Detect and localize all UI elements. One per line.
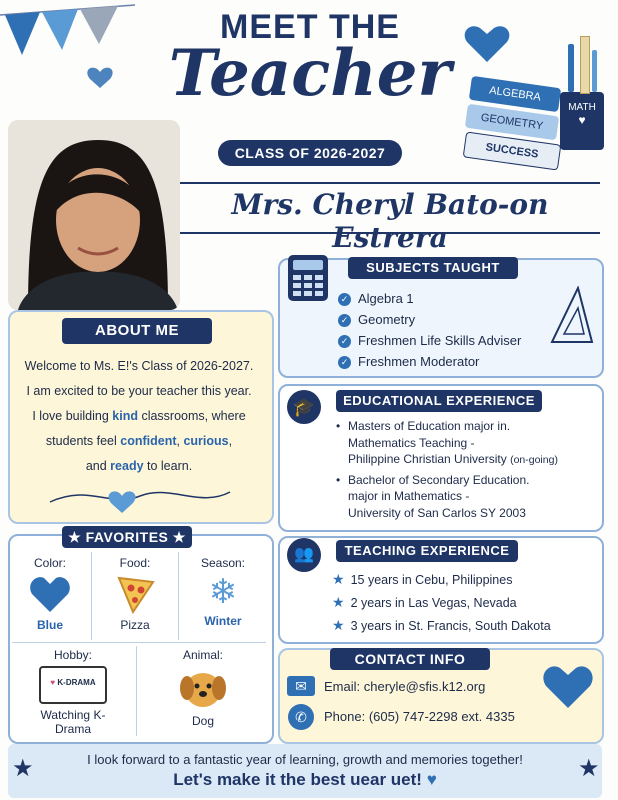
teaching-text: 15 years in Cebu, Philippines <box>350 573 513 587</box>
favorites-title: ★ FAVORITES ★ <box>62 526 192 548</box>
list-item <box>336 472 598 522</box>
divider <box>91 552 92 640</box>
teaching-title: TEACHING EXPERIENCE <box>336 540 518 562</box>
divider <box>178 552 179 640</box>
about-line-5-end: to learn. <box>143 459 193 473</box>
favorites-title-text: FAVORITES <box>85 529 169 545</box>
favorite-value: Pizza <box>120 618 150 632</box>
subject-text: Geometry <box>358 312 416 327</box>
heart-icon: ♥ <box>426 770 437 789</box>
favorite-food <box>94 556 176 632</box>
subject-text: Freshmen Life Skills Adviser <box>358 333 522 348</box>
subjects-list <box>338 288 521 372</box>
contact-title: CONTACT INFO <box>330 648 490 670</box>
bullet-icon: • <box>336 472 341 487</box>
subject-text: Algebra 1 <box>358 291 414 306</box>
snowflake-icon: ❄ <box>208 573 238 611</box>
subjects-title: SUBJECTS TAUGHT <box>348 257 518 279</box>
math-cup-label: MATH <box>568 102 596 113</box>
bunting-decoration <box>0 0 140 90</box>
list-item <box>338 309 521 330</box>
contact-phone[interactable]: Phone: (605) 747-2298 ext. 4335 <box>324 709 515 724</box>
heart-swirl-icon <box>40 474 240 514</box>
tv-label: K-DRAMA <box>57 678 96 687</box>
education-title: EDUCATIONAL EXPERIENCE <box>336 390 542 412</box>
education-text: Bachelor of Secondary Education. <box>348 472 530 487</box>
check-icon: ✓ <box>338 293 351 306</box>
list-item <box>332 614 551 637</box>
pen-icon <box>592 50 597 92</box>
people-icon: 👥 <box>287 538 321 572</box>
graduation-cap-icon: 🎓 <box>287 390 321 424</box>
check-icon: ✓ <box>338 335 351 348</box>
list-item <box>332 591 551 614</box>
pencil-icon <box>568 44 574 92</box>
about-line-5-start: and <box>85 459 111 473</box>
about-line-4 <box>14 429 264 454</box>
favorite-label: Hobby: <box>53 648 93 662</box>
teaching-list <box>332 568 551 637</box>
keyword-confident: confident <box>120 434 177 448</box>
book-success: SUCCESS <box>463 131 562 170</box>
education-institution: Philippine Christian University <box>348 452 507 466</box>
check-icon: ✓ <box>338 314 351 327</box>
favorite-value: Dog <box>191 714 214 728</box>
favorite-label: Season: <box>200 556 246 570</box>
favorite-label: Food: <box>119 556 151 570</box>
favorite-label: Color: <box>33 556 66 570</box>
about-line-4-sep: , <box>176 434 184 448</box>
divider <box>12 642 266 643</box>
about-line-4-start: students feel <box>45 434 121 448</box>
list-item <box>336 418 598 469</box>
about-me-title: ABOUT ME <box>62 318 212 344</box>
star-icon: ★ <box>332 571 345 587</box>
book-geometry: GEOMETRY <box>465 104 559 141</box>
education-text: Mathematics Teaching - <box>348 435 475 450</box>
footer-message: I look forward to a fantastic year of learning, growth and memories together! <box>87 752 523 767</box>
star-icon: ★ <box>332 594 345 610</box>
star-icon: ★ <box>578 755 600 782</box>
about-line-3-start: I love building <box>32 409 113 423</box>
teacher-name: Mrs. Cheryl Bato-on Estrera <box>231 188 549 254</box>
book-algebra: ALGEBRA <box>469 76 561 112</box>
about-line-3-end: classrooms, where <box>137 409 246 423</box>
heart-icon <box>462 22 512 66</box>
favorite-label: Animal: <box>182 648 223 662</box>
about-line-3 <box>14 404 264 429</box>
title-meet-the: MEET THE <box>220 8 400 46</box>
divider <box>136 646 137 736</box>
keyword-ready: ready <box>110 459 144 473</box>
class-of-banner: CLASS OF 2026-2027 <box>218 140 402 166</box>
footer-slogan-text: Let's make it the best uear uet! <box>173 770 422 789</box>
bullet-icon: • <box>336 419 341 433</box>
calculator-icon <box>288 255 328 301</box>
favorite-value: Winter <box>204 614 242 628</box>
favorite-value: Watching K-Drama <box>40 708 106 736</box>
star-icon: ★ <box>12 755 34 782</box>
favorite-animal <box>140 648 266 728</box>
footer-slogan <box>40 770 570 790</box>
triangle-ruler-icon <box>548 286 594 346</box>
ruler-icon <box>580 36 590 94</box>
subject-text: Freshmen Moderator <box>358 354 480 369</box>
keyword-curious: curious <box>183 434 229 448</box>
about-line-1: Welcome to Ms. E!'s Class of 2026-2027. <box>24 359 254 373</box>
education-text <box>348 451 598 469</box>
dog-icon <box>177 666 229 710</box>
list-item <box>338 330 521 351</box>
contact-email[interactable]: Email: cheryle@sfis.k12.org <box>324 679 486 694</box>
star-icon: ★ <box>332 617 345 633</box>
about-line-4-end: , <box>228 434 233 448</box>
email-icon: ✉ <box>287 676 315 696</box>
education-text: Masters of Education major in. <box>348 419 511 433</box>
list-item <box>338 288 521 309</box>
pizza-icon <box>113 574 157 614</box>
tv-icon: ♥ K-DRAMA <box>39 666 107 704</box>
education-list <box>336 418 598 521</box>
teaching-text: 2 years in Las Vegas, Nevada <box>350 596 517 610</box>
check-icon: ✓ <box>338 356 351 369</box>
math-cup: MATH ♥ <box>560 92 604 150</box>
education-status: (on-going) <box>510 454 558 466</box>
heart-icon <box>540 660 596 712</box>
list-item <box>332 568 551 591</box>
teaching-text: 3 years in St. Francis, South Dakota <box>350 619 551 633</box>
favorite-hobby <box>12 648 134 736</box>
blue-heart-icon <box>28 574 72 614</box>
keyword-kind: kind <box>112 409 138 423</box>
teacher-photo <box>8 120 180 310</box>
about-line-2: I am excited to be your teacher this year. <box>26 384 252 398</box>
favorite-color <box>10 556 90 632</box>
favorite-value: Blue <box>36 618 63 632</box>
education-text: major in Mathematics - <box>348 489 470 503</box>
about-me-text <box>14 354 264 479</box>
title-teacher: Teacher <box>168 36 452 111</box>
list-item <box>338 351 521 372</box>
favorite-season <box>180 556 266 628</box>
phone-icon: ✆ <box>288 704 314 730</box>
books-decoration <box>470 72 610 180</box>
education-text: University of San Carlos SY 2003 <box>348 505 526 520</box>
